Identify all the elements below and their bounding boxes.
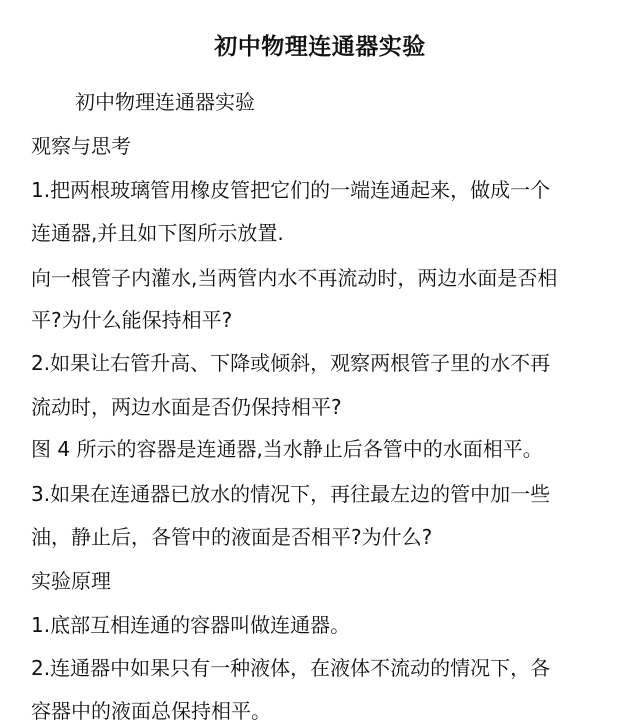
paragraph-line: 1.底部互相连通的容器叫做连通器。 [31, 613, 351, 637]
paragraph-line: 图 4 所示的容器是连通器,当水静止后各管中的水面相平。 [31, 437, 543, 461]
paragraph-line: 向一根管子内灌水,当两管内水不再流动时，两边水面是否相 [31, 266, 558, 290]
section-heading-observation: 观察与思考 [31, 134, 131, 158]
paragraph-line: 1.把两根玻璃管用橡皮管把它们的一端连通起来，做成一个 [31, 178, 551, 202]
section-heading-principle: 实验原理 [31, 569, 111, 593]
paragraph-line: 2.连通器中如果只有一种液体，在液体不流动的情况下，各 [31, 656, 551, 680]
paragraph-line: 流动时，两边水面是否仍保持相平? [31, 395, 342, 419]
paragraph-line: 连通器,并且如下图所示放置. [31, 221, 284, 245]
paragraph-line: 容器中的液面总保持相平。 [31, 699, 271, 723]
paragraph-line: 3.如果在连通器已放水的情况下，再往最左边的管中加一些 [31, 482, 551, 506]
paragraph-line: 平?为什么能保持相平? [31, 308, 233, 332]
page-title: 初中物理连通器实验 [214, 34, 426, 60]
paragraph-line: 油，静止后，各管中的液面是否相平?为什么? [31, 525, 433, 549]
document-subtitle: 初中物理连通器实验 [75, 90, 255, 114]
paragraph-line: 2.如果让右管升高、下降或倾斜，观察两根管子里的水不再 [31, 351, 551, 375]
